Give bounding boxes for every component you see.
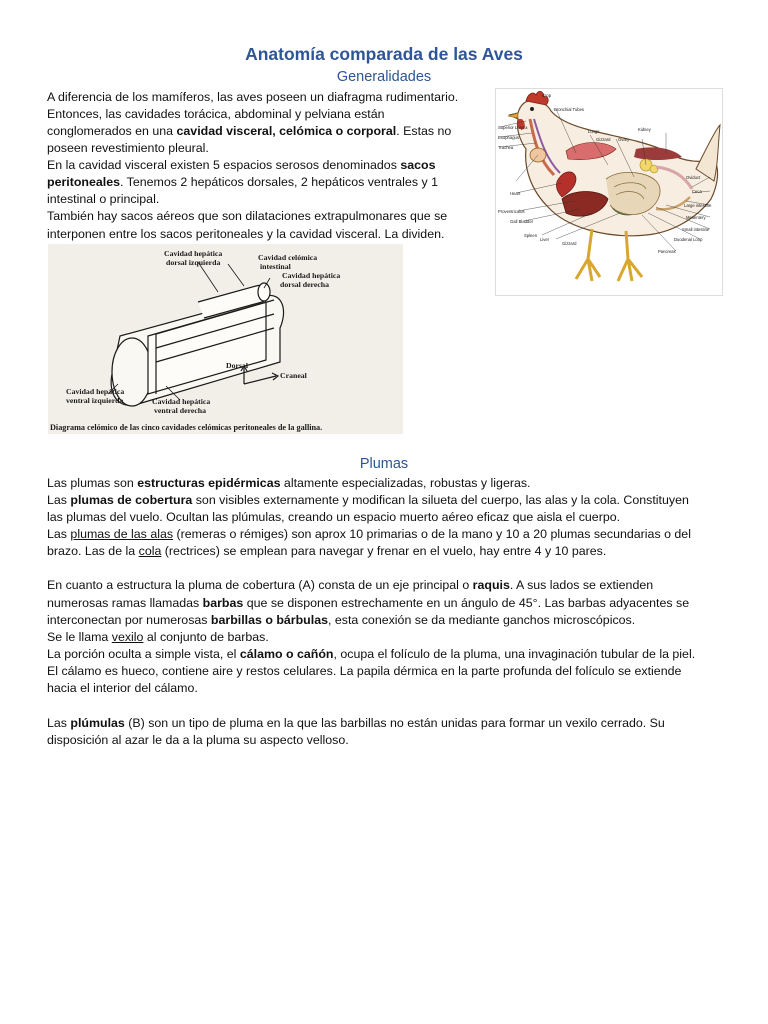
- text-line: poseen revestimiento pleural.: [47, 141, 209, 155]
- underlined-term: vexilo: [111, 630, 144, 644]
- text-line: Entonces, las cavidades torácica, abdominal y pelviana están: [47, 107, 385, 121]
- diagram-label: Gizzard: [562, 241, 577, 246]
- diagram-label: Spleen: [524, 233, 538, 238]
- bold-term: plúmulas: [70, 716, 125, 730]
- diagram-label: Bronchial Tubes: [554, 107, 585, 112]
- diagram-label: intestinal: [260, 262, 291, 271]
- diagram-label: Oviduct: [686, 175, 701, 180]
- diagram-label: Cavidad hepática: [152, 397, 211, 406]
- text-line: En cuanto a estructura la pluma de cobertura (A) consta de un eje principal o raquis. A sus lados se extienden: [47, 578, 654, 592]
- chicken-anatomy-illustration: [496, 89, 722, 295]
- diagram-label: Cavidad celómica: [258, 253, 318, 262]
- diagram-label: Mesentery: [686, 215, 706, 220]
- underlined-term: cola: [138, 544, 162, 558]
- diagram-label: Dorsal: [226, 361, 249, 370]
- underlined-term: plumas de las alas: [70, 527, 174, 541]
- text-line: numerosas ramas llamadas barbas que se disponen estrechamente en un ángulo de 45°. Las barbas adyacentes se: [47, 596, 690, 610]
- text-line: También hay sacos aéreos que son dilataciones extrapulmonares que se: [47, 209, 448, 223]
- diagram-label: Cavidad hepática: [282, 271, 341, 280]
- diagram-label: Ceca: [692, 189, 702, 194]
- text-line: las plumas del vuelo. Ocultan las plúmulas, creando un espacio muerto aéreo eficaz que aisla el cuerpo.: [47, 510, 621, 524]
- diagram-caption: Diagrama celómico de las cinco cavidades celómicas peritoneales de la gallina.: [50, 423, 323, 432]
- chicken-anatomy-figure: [495, 88, 723, 296]
- bold-term: barbas: [202, 596, 244, 610]
- celomic-cavities-figure: [48, 244, 403, 434]
- diagram-label: Esophagus: [498, 135, 519, 140]
- text-line: interponen entre los sacos peritoneales y la cavidad visceral. La dividen.: [47, 227, 445, 241]
- diagram-label: Superior Larynx: [498, 125, 528, 130]
- diagram-label: Crop: [542, 93, 552, 98]
- text-line: El cálamo es hueco, contiene aire y restos celulares. La papila dérmica en la parte profunda del folículo se extiende: [47, 664, 682, 678]
- bold-term: cálamo o cañón: [239, 647, 334, 661]
- section-heading-generalidades: Generalidades: [336, 69, 432, 85]
- diagram-label: Cavidad hepática: [164, 249, 223, 258]
- bold-term: peritoneales: [47, 175, 120, 189]
- diagram-label: Heart: [510, 191, 521, 196]
- diagram-label: dorsal derecha: [280, 280, 330, 289]
- text-line: peritoneales. Tenemos 2 hepáticos dorsales, 2 hepáticos ventrales y 1: [47, 175, 438, 189]
- diagram-label: Kidney: [638, 127, 651, 132]
- diagram-label: Trachea: [498, 145, 514, 150]
- bold-term: raquis: [472, 578, 510, 592]
- text-line: Las plumas de las alas (remeras o rémiges) son aprox 10 primarias o de la mano y 10 a 20 plumas secundarias o del: [47, 527, 691, 541]
- text-line: Las plumas son estructuras epidérmicas altamente especializadas, robustas y ligeras.: [47, 476, 531, 490]
- diagram-label: Craneal: [280, 371, 307, 380]
- diagram-label: Proventriculus: [498, 209, 525, 214]
- text-line: brazo. Las de la cola (rectrices) se emplean para navegar y frenar en el vuelo, hay entre 4 y 10 pares.: [47, 544, 607, 558]
- text-line: intestinal o principal.: [47, 192, 160, 206]
- section-heading-plumas: Plumas: [359, 456, 409, 472]
- text-line: interconectan por numerosas barbillas o bárbulas, esta conexión se da mediante ganchos microscópicos.: [47, 613, 636, 627]
- diagram-label: Lungs: [588, 129, 600, 134]
- diagram-label: Small intestine: [682, 227, 710, 232]
- bold-term: plumas de cobertura: [70, 493, 193, 507]
- diagram-label: Gall Bladder: [510, 219, 534, 224]
- diagram-label: Pancreas: [658, 249, 676, 254]
- text-line: Se le llama vexilo al conjunto de barbas.: [47, 630, 269, 644]
- diagram-label: Cavidad hepática: [66, 387, 125, 396]
- text-line: conglomerados en una cavidad visceral, celómica o corporal. Estas no: [47, 124, 452, 138]
- diagram-label: Ovary: [618, 137, 630, 142]
- diagram-label: Gizzard: [596, 137, 611, 142]
- text-line: En la cavidad visceral existen 5 espacios serosos denominados sacos: [47, 158, 436, 172]
- bold-term: estructuras epidérmicas: [137, 476, 281, 490]
- bold-term: barbillas o bárbulas: [210, 613, 328, 627]
- diagram-label: Duodenal Loop: [674, 237, 703, 242]
- text-line: A diferencia de los mamíferos, las aves poseen un diafragma rudimentario.: [47, 90, 459, 104]
- bold-term: cavidad visceral, celómica o corporal: [176, 124, 397, 138]
- text-line: La porción oculta a simple vista, el cálamo o cañón, ocupa el folículo de la pluma, una invaginación tubular de la piel.: [47, 647, 696, 661]
- diagram-label: ventral izquierda: [66, 396, 124, 405]
- diagram-label: dorsal izquierda: [166, 258, 221, 267]
- diagram-label: Liver: [540, 237, 550, 242]
- celomic-cavities-illustration: [48, 244, 403, 434]
- text-line: hacia el interior del cálamo.: [47, 681, 198, 695]
- text-line: Las plumas de cobertura son visibles externamente y modifican la silueta del cuerpo, las alas y la cola. Constituyen: [47, 493, 689, 507]
- page-title: Anatomía comparada de las Aves: [245, 44, 523, 64]
- diagram-label: ventral derecha: [154, 406, 207, 415]
- bold-term: sacos: [400, 158, 436, 172]
- text-line: disposición al azar le da a la pluma su aspecto velloso.: [47, 733, 349, 747]
- diagram-label: Large intestine: [684, 203, 712, 208]
- text-line: Las plúmulas (B) son un tipo de pluma en la que las barbillas no están unidas para formar un vexilo cerrado. Su: [47, 716, 665, 730]
